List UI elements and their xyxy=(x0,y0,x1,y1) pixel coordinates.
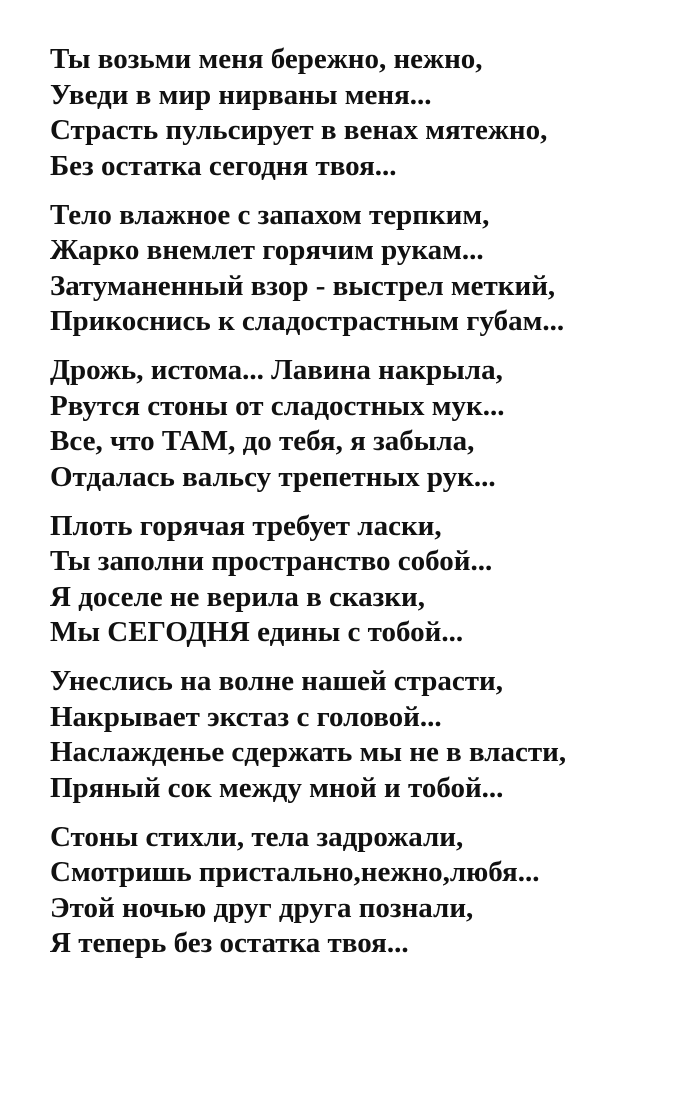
stanza-1 xyxy=(50,42,690,184)
poem-line: Плоть горячая требует ласки, xyxy=(50,509,442,542)
poem-line: Ты возьми меня бережно, нежно, xyxy=(50,43,483,75)
poem-line: Тело влажное с запахом терпким, xyxy=(50,198,490,231)
poem-line: Мы СЕГОДНЯ едины с тобой... xyxy=(50,616,464,648)
poem-line: Накрывает экстаз с головой... xyxy=(50,700,442,733)
poem-line: Стоны стихли, тела задрожали, xyxy=(50,820,464,853)
poem-line: Прикоснись к сладострастным губам... xyxy=(50,305,565,337)
stanza-5 xyxy=(50,664,690,806)
poem-line: Я доселе не верила в сказки, xyxy=(50,580,425,613)
stanza-2 xyxy=(50,198,690,340)
poem-line: Этой ночью друг друга познали, xyxy=(50,891,474,924)
poem-line: Ты заполни пространство собой... xyxy=(50,545,493,577)
poem-line: Страсть пульсирует в венах мятежно, xyxy=(50,114,548,146)
poem-line: Наслажденье сдержать мы не в власти, xyxy=(50,736,567,768)
poem-line: Унеслись на волне нашей страсти, xyxy=(50,665,503,697)
stanza-4 xyxy=(50,509,690,651)
poem-line: Дрожь, истома... Лавина накрыла, xyxy=(50,354,503,386)
poem-line: Все, что ТАМ, до тебя, я забыла, xyxy=(50,425,475,457)
stanza-6 xyxy=(50,820,690,962)
stanza-3 xyxy=(50,353,690,495)
poem-line: Рвутся стоны от сладостных мук... xyxy=(50,389,505,422)
poem-line: Пряный сок между мной и тобой... xyxy=(50,771,504,804)
poem-line: Жарко внемлет горячим рукам... xyxy=(50,234,484,266)
poem-line: Затуманенный взор - выстрел меткий, xyxy=(50,269,556,302)
poem-line: Смотришь пристально,нежно,любя... xyxy=(50,856,540,888)
poem-line: Без остатка сегодня твоя... xyxy=(50,149,397,182)
poem xyxy=(50,42,690,975)
poem-line: Уведи в мир нирваны меня... xyxy=(50,78,432,111)
poem-line: Отдалась вальсу трепетных рук... xyxy=(50,460,496,493)
poem-line: Я теперь без остатка твоя... xyxy=(50,927,409,959)
